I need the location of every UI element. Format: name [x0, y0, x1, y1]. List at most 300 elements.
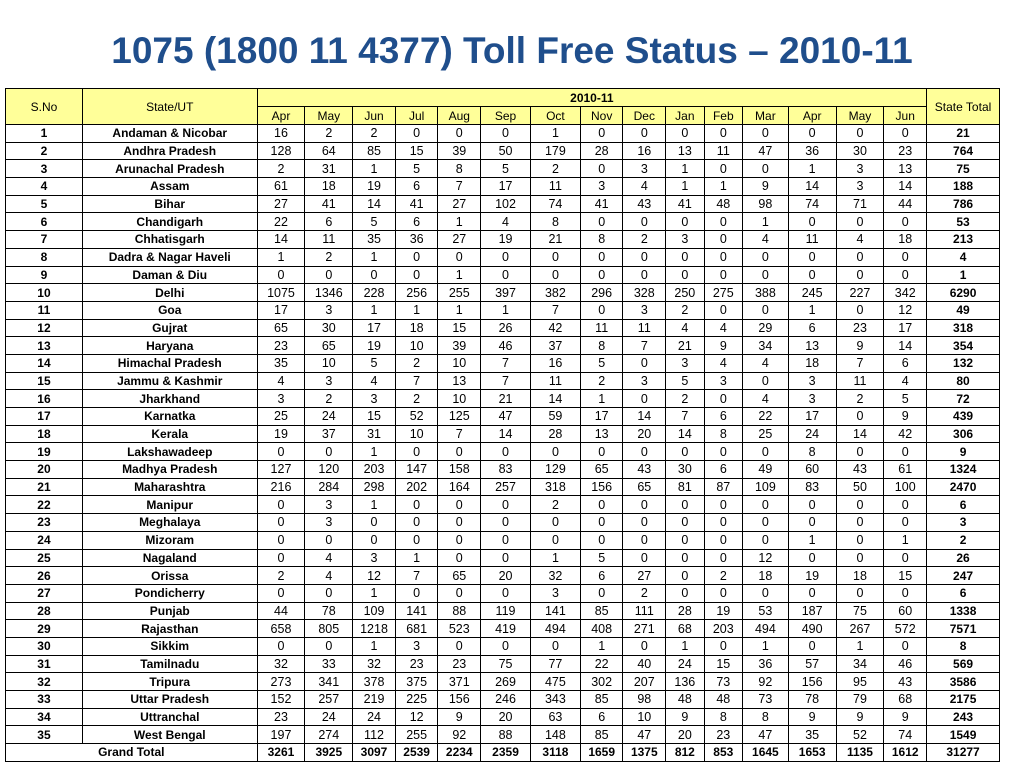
cell-value: 0 — [580, 584, 623, 602]
cell-value: 475 — [530, 673, 580, 691]
cell-value: 17 — [788, 408, 836, 426]
cell-value: 0 — [623, 531, 666, 549]
cell-value: 0 — [836, 531, 884, 549]
cell-value: 1 — [395, 549, 438, 567]
cell-value: 23 — [438, 655, 481, 673]
cell-value: 0 — [884, 213, 927, 231]
cell-value: 0 — [704, 301, 742, 319]
cell-value: 2 — [530, 160, 580, 178]
cell-value: 9 — [884, 708, 927, 726]
header-month: Jan — [666, 107, 704, 125]
cell-value: 2 — [836, 390, 884, 408]
cell-value: 6 — [580, 708, 623, 726]
cell-value: 1 — [530, 549, 580, 567]
table-row — [6, 620, 1000, 638]
cell-value: 10 — [438, 354, 481, 372]
header-month: Aug — [438, 107, 481, 125]
cell-value: 47 — [743, 142, 789, 160]
cell-value: 23 — [395, 655, 438, 673]
header-month: Jun — [353, 107, 396, 125]
cell-value: 0 — [257, 443, 305, 461]
cell-value: 0 — [884, 584, 927, 602]
cell-value: 0 — [704, 231, 742, 249]
header-month: May — [305, 107, 353, 125]
cell-value: 9 — [743, 178, 789, 196]
cell-value: 16 — [623, 142, 666, 160]
cell-value: 0 — [623, 514, 666, 532]
table-row — [6, 673, 1000, 691]
cell-value: 4 — [305, 549, 353, 567]
cell-value: 0 — [305, 531, 353, 549]
cell-value: 53 — [743, 602, 789, 620]
cell-value: 128 — [257, 142, 305, 160]
cell-sno: 9 — [6, 266, 83, 284]
cell-value: 1 — [580, 637, 623, 655]
cell-value: 0 — [623, 443, 666, 461]
cell-value: 19 — [481, 231, 531, 249]
cell-value: 17 — [580, 408, 623, 426]
cell-value: 267 — [836, 620, 884, 638]
cell-state: Chandigarh — [82, 213, 257, 231]
cell-value: 17 — [353, 319, 396, 337]
cell-value: 43 — [884, 673, 927, 691]
cell-state-total: 49 — [927, 301, 1000, 319]
grand-total-value: 853 — [704, 744, 742, 762]
cell-value: 0 — [530, 514, 580, 532]
cell-value: 0 — [704, 125, 742, 143]
cell-value: 3 — [836, 160, 884, 178]
cell-value: 125 — [438, 408, 481, 426]
cell-state: Jammu & Kashmir — [82, 372, 257, 390]
cell-value: 87 — [704, 478, 742, 496]
header-sno: S.No — [6, 89, 83, 125]
cell-value: 18 — [743, 567, 789, 585]
cell-state-total: 132 — [927, 354, 1000, 372]
cell-value: 17 — [884, 319, 927, 337]
cell-value: 14 — [666, 425, 704, 443]
header-month: Jun — [884, 107, 927, 125]
cell-value: 202 — [395, 478, 438, 496]
cell-value: 3 — [623, 301, 666, 319]
cell-value: 0 — [743, 531, 789, 549]
cell-sno: 12 — [6, 319, 83, 337]
cell-value: 8 — [438, 160, 481, 178]
cell-value: 11 — [788, 231, 836, 249]
cell-value: 12 — [743, 549, 789, 567]
cell-value: 8 — [530, 213, 580, 231]
cell-value: 3 — [395, 637, 438, 655]
cell-value: 0 — [704, 496, 742, 514]
cell-value: 11 — [305, 231, 353, 249]
cell-value: 0 — [666, 496, 704, 514]
cell-value: 3 — [788, 372, 836, 390]
cell-value: 14 — [884, 178, 927, 196]
cell-value: 98 — [743, 195, 789, 213]
header-state-total: State Total — [927, 89, 1000, 125]
table-row — [6, 549, 1000, 567]
cell-value: 0 — [257, 266, 305, 284]
cell-value: 9 — [836, 337, 884, 355]
cell-value: 2 — [666, 301, 704, 319]
cell-value: 805 — [305, 620, 353, 638]
cell-value: 11 — [530, 178, 580, 196]
cell-value: 3 — [305, 514, 353, 532]
cell-value: 10 — [395, 425, 438, 443]
cell-value: 0 — [666, 584, 704, 602]
cell-value: 37 — [530, 337, 580, 355]
cell-value: 298 — [353, 478, 396, 496]
cell-value: 2 — [257, 160, 305, 178]
cell-value: 11 — [836, 372, 884, 390]
cell-sno: 7 — [6, 231, 83, 249]
cell-value: 419 — [481, 620, 531, 638]
cell-value: 0 — [395, 266, 438, 284]
cell-value: 68 — [666, 620, 704, 638]
cell-value: 0 — [481, 125, 531, 143]
cell-value: 1218 — [353, 620, 396, 638]
cell-value: 342 — [884, 284, 927, 302]
cell-value: 8 — [704, 708, 742, 726]
cell-state-total: 1324 — [927, 461, 1000, 479]
cell-value: 147 — [395, 461, 438, 479]
cell-sno: 4 — [6, 178, 83, 196]
cell-value: 17 — [257, 301, 305, 319]
cell-value: 83 — [788, 478, 836, 496]
cell-value: 375 — [395, 673, 438, 691]
cell-value: 2 — [305, 248, 353, 266]
cell-value: 0 — [704, 213, 742, 231]
cell-value: 0 — [704, 160, 742, 178]
cell-value: 156 — [580, 478, 623, 496]
cell-value: 0 — [395, 496, 438, 514]
cell-value: 32 — [530, 567, 580, 585]
cell-value: 246 — [481, 691, 531, 709]
cell-value: 0 — [884, 248, 927, 266]
cell-value: 0 — [788, 514, 836, 532]
cell-sno: 11 — [6, 301, 83, 319]
cell-value: 0 — [395, 584, 438, 602]
cell-value: 0 — [530, 637, 580, 655]
cell-state: Punjab — [82, 602, 257, 620]
toll-free-status-table — [5, 88, 1000, 762]
cell-value: 0 — [704, 549, 742, 567]
cell-value: 0 — [836, 408, 884, 426]
cell-value: 88 — [481, 726, 531, 744]
cell-value: 1 — [353, 301, 396, 319]
header-row-1 — [6, 89, 1000, 107]
cell-value: 2 — [623, 231, 666, 249]
cell-value: 0 — [788, 549, 836, 567]
cell-value: 0 — [884, 549, 927, 567]
table-row — [6, 637, 1000, 655]
cell-value: 21 — [481, 390, 531, 408]
cell-value: 12 — [395, 708, 438, 726]
cell-value: 24 — [666, 655, 704, 673]
table-row — [6, 708, 1000, 726]
cell-value: 98 — [623, 691, 666, 709]
cell-value: 0 — [481, 549, 531, 567]
cell-sno: 5 — [6, 195, 83, 213]
cell-state-total: 1 — [927, 266, 1000, 284]
cell-value: 6 — [788, 319, 836, 337]
header-month: Apr — [257, 107, 305, 125]
cell-value: 24 — [305, 408, 353, 426]
cell-value: 119 — [481, 602, 531, 620]
cell-value: 9 — [438, 708, 481, 726]
grand-total-sum: 31277 — [927, 744, 1000, 762]
cell-value: 8 — [704, 425, 742, 443]
cell-state: Goa — [82, 301, 257, 319]
cell-state-total: 72 — [927, 390, 1000, 408]
cell-value: 9 — [788, 708, 836, 726]
cell-value: 28 — [530, 425, 580, 443]
cell-value: 1 — [353, 248, 396, 266]
cell-value: 75 — [481, 655, 531, 673]
cell-state: Himachal Pradesh — [82, 354, 257, 372]
cell-value: 0 — [530, 443, 580, 461]
cell-sno: 27 — [6, 584, 83, 602]
cell-value: 203 — [704, 620, 742, 638]
cell-value: 22 — [580, 655, 623, 673]
table-row — [6, 248, 1000, 266]
cell-value: 0 — [666, 549, 704, 567]
cell-value: 47 — [743, 726, 789, 744]
cell-value: 17 — [481, 178, 531, 196]
cell-value: 83 — [481, 461, 531, 479]
table-row — [6, 301, 1000, 319]
cell-value: 14 — [257, 231, 305, 249]
cell-value: 14 — [884, 337, 927, 355]
cell-value: 0 — [580, 301, 623, 319]
cell-value: 0 — [623, 496, 666, 514]
cell-state-total: 6 — [927, 584, 1000, 602]
cell-value: 3 — [257, 390, 305, 408]
cell-value: 284 — [305, 478, 353, 496]
cell-sno: 3 — [6, 160, 83, 178]
cell-value: 9 — [704, 337, 742, 355]
cell-value: 7 — [438, 425, 481, 443]
cell-value: 14 — [353, 195, 396, 213]
cell-value: 1 — [438, 213, 481, 231]
cell-value: 187 — [788, 602, 836, 620]
cell-sno: 13 — [6, 337, 83, 355]
cell-value: 152 — [257, 691, 305, 709]
cell-value: 0 — [623, 390, 666, 408]
cell-value: 9 — [666, 708, 704, 726]
cell-value: 255 — [395, 726, 438, 744]
grand-total-value: 1659 — [580, 744, 623, 762]
cell-value: 0 — [395, 514, 438, 532]
cell-state: Haryana — [82, 337, 257, 355]
cell-value: 20 — [481, 567, 531, 585]
cell-value: 141 — [530, 602, 580, 620]
cell-sno: 19 — [6, 443, 83, 461]
table-row — [6, 425, 1000, 443]
header-month: Nov — [580, 107, 623, 125]
cell-value: 95 — [836, 673, 884, 691]
cell-value: 0 — [743, 584, 789, 602]
cell-value: 32 — [353, 655, 396, 673]
cell-value: 0 — [438, 248, 481, 266]
cell-value: 2 — [305, 125, 353, 143]
cell-value: 681 — [395, 620, 438, 638]
cell-value: 4 — [836, 231, 884, 249]
cell-value: 13 — [580, 425, 623, 443]
cell-value: 6 — [704, 408, 742, 426]
table-row — [6, 443, 1000, 461]
cell-value: 127 — [257, 461, 305, 479]
grand-total-value: 2359 — [481, 744, 531, 762]
cell-sno: 24 — [6, 531, 83, 549]
cell-value: 0 — [836, 443, 884, 461]
cell-value: 343 — [530, 691, 580, 709]
cell-value: 71 — [836, 195, 884, 213]
cell-value: 100 — [884, 478, 927, 496]
cell-value: 32 — [257, 655, 305, 673]
cell-value: 0 — [836, 213, 884, 231]
cell-value: 74 — [884, 726, 927, 744]
cell-value: 27 — [438, 195, 481, 213]
cell-value: 0 — [666, 213, 704, 231]
cell-value: 158 — [438, 461, 481, 479]
cell-value: 273 — [257, 673, 305, 691]
cell-value: 47 — [623, 726, 666, 744]
cell-value: 3 — [530, 584, 580, 602]
cell-value: 179 — [530, 142, 580, 160]
cell-value: 40 — [623, 655, 666, 673]
cell-value: 328 — [623, 284, 666, 302]
cell-value: 10 — [623, 708, 666, 726]
cell-value: 59 — [530, 408, 580, 426]
cell-value: 20 — [481, 708, 531, 726]
cell-value: 0 — [743, 125, 789, 143]
cell-value: 219 — [353, 691, 396, 709]
cell-value: 4 — [257, 372, 305, 390]
cell-value: 78 — [305, 602, 353, 620]
cell-value: 19 — [704, 602, 742, 620]
cell-value: 0 — [743, 248, 789, 266]
cell-value: 4 — [481, 213, 531, 231]
cell-value: 203 — [353, 461, 396, 479]
cell-value: 65 — [623, 478, 666, 496]
cell-value: 13 — [788, 337, 836, 355]
cell-sno: 1 — [6, 125, 83, 143]
cell-value: 44 — [884, 195, 927, 213]
cell-value: 31 — [353, 425, 396, 443]
cell-value: 8 — [580, 231, 623, 249]
cell-value: 1 — [580, 390, 623, 408]
cell-value: 13 — [884, 160, 927, 178]
header-month: Oct — [530, 107, 580, 125]
cell-value: 0 — [395, 248, 438, 266]
header-month: Feb — [704, 107, 742, 125]
cell-sno: 8 — [6, 248, 83, 266]
cell-value: 34 — [836, 655, 884, 673]
cell-value: 14 — [788, 178, 836, 196]
cell-value: 7 — [438, 178, 481, 196]
cell-value: 0 — [438, 496, 481, 514]
cell-value: 1 — [353, 584, 396, 602]
cell-state: Andaman & Nicobar — [82, 125, 257, 143]
cell-value: 0 — [353, 531, 396, 549]
cell-value: 15 — [395, 142, 438, 160]
cell-value: 0 — [481, 531, 531, 549]
cell-value: 34 — [743, 337, 789, 355]
cell-value: 19 — [353, 337, 396, 355]
cell-state: Orissa — [82, 567, 257, 585]
cell-value: 48 — [704, 195, 742, 213]
cell-value: 2 — [704, 567, 742, 585]
cell-value: 2 — [580, 372, 623, 390]
cell-value: 1075 — [257, 284, 305, 302]
cell-value: 6 — [884, 354, 927, 372]
cell-value: 6 — [395, 213, 438, 231]
cell-value: 30 — [666, 461, 704, 479]
cell-value: 371 — [438, 673, 481, 691]
cell-value: 18 — [395, 319, 438, 337]
cell-value: 60 — [788, 461, 836, 479]
cell-value: 81 — [666, 478, 704, 496]
cell-state-total: 247 — [927, 567, 1000, 585]
cell-state-total: 4 — [927, 248, 1000, 266]
cell-value: 0 — [580, 160, 623, 178]
cell-value: 0 — [623, 248, 666, 266]
table-row — [6, 531, 1000, 549]
cell-state: Uttar Pradesh — [82, 691, 257, 709]
cell-state-total: 2 — [927, 531, 1000, 549]
cell-value: 0 — [836, 125, 884, 143]
cell-state-total: 306 — [927, 425, 1000, 443]
cell-value: 3 — [353, 390, 396, 408]
cell-value: 0 — [836, 301, 884, 319]
cell-value: 12 — [884, 301, 927, 319]
cell-state: Jharkhand — [82, 390, 257, 408]
cell-value: 6 — [580, 567, 623, 585]
cell-value: 256 — [395, 284, 438, 302]
table-row — [6, 602, 1000, 620]
cell-value: 658 — [257, 620, 305, 638]
cell-sno: 30 — [6, 637, 83, 655]
cell-state: Sikkim — [82, 637, 257, 655]
cell-sno: 16 — [6, 390, 83, 408]
cell-state: Maharashtra — [82, 478, 257, 496]
cell-value: 0 — [623, 637, 666, 655]
cell-value: 0 — [438, 637, 481, 655]
cell-value: 5 — [353, 213, 396, 231]
cell-value: 42 — [884, 425, 927, 443]
table-row — [6, 461, 1000, 479]
cell-value: 75 — [836, 602, 884, 620]
cell-value: 7 — [836, 354, 884, 372]
grand-total-value: 3261 — [257, 744, 305, 762]
cell-value: 0 — [743, 266, 789, 284]
table-row — [6, 231, 1000, 249]
cell-value: 43 — [623, 461, 666, 479]
cell-value: 14 — [481, 425, 531, 443]
grand-total-value: 2539 — [395, 744, 438, 762]
cell-value: 274 — [305, 726, 353, 744]
cell-value: 0 — [257, 637, 305, 655]
cell-value: 523 — [438, 620, 481, 638]
cell-value: 0 — [743, 301, 789, 319]
cell-value: 0 — [438, 584, 481, 602]
cell-sno: 20 — [6, 461, 83, 479]
cell-value: 74 — [788, 195, 836, 213]
table-row — [6, 478, 1000, 496]
cell-sno: 21 — [6, 478, 83, 496]
cell-value: 19 — [353, 178, 396, 196]
cell-value: 0 — [305, 637, 353, 655]
